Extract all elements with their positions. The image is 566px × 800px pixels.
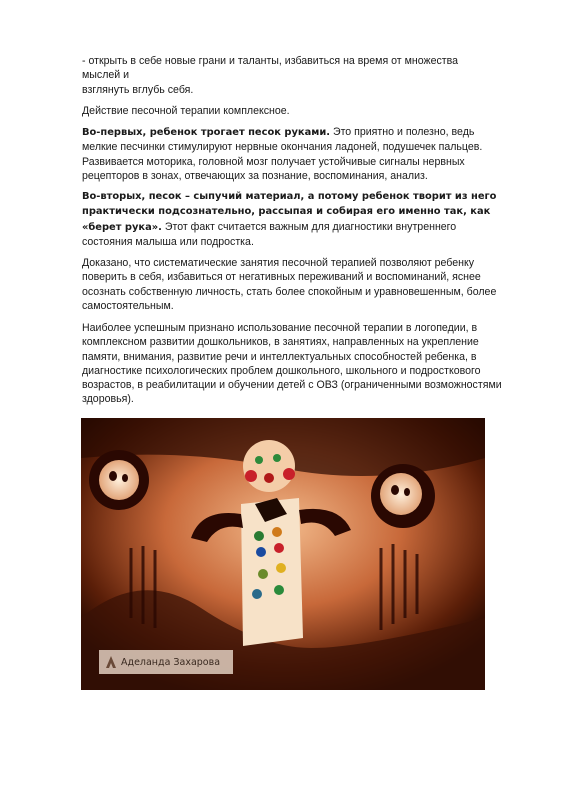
intro-line-1: - открыть в себе новые грани и таланты, избавиться на время от множества [82, 55, 459, 67]
first-point-body: Это приятно и полезно, ведь мелкие песчинки стимулируют нервные окончания ладоней, подушечек пальцев. Развивается моторика, головной мозг получает устойчивые сигналы нервных рецепторов в зонах, отвечающих за познание, воспоминания, анализ. [82, 126, 483, 182]
paragraph-complex-effect: Действие песочной терапии комплексное. [82, 105, 290, 117]
sand-therapy-photo [81, 418, 485, 690]
paragraph-first-point [82, 125, 502, 183]
paragraph-proven-benefits: Доказано, что систематические занятия песочной терапией позволяют ребенку поверить в себя, избавиться от негативных переживаний и воспоминаний, яснее осознать собственную личность, стать более спокойным и уравновешенным, более самостоятельным. [82, 257, 497, 312]
intro-line-2: мыслей и [82, 69, 130, 82]
photo-watermark [99, 650, 233, 674]
watermark-logo-icon [105, 655, 117, 669]
second-point-heading: Во-вторых, песок – сыпучий материал, а потому ребенок творит из него практически подсознательно, рассыпая и собирая его именно так, как «берет рука». [82, 191, 497, 233]
watermark-author-name: Аделанда Захарова [121, 656, 221, 668]
paragraph-second-point [82, 189, 502, 249]
paragraph-intro-list [82, 54, 502, 97]
second-point-body: Этот факт считается важным для диагностики внутреннего состояния малыша или подростка. [82, 220, 457, 248]
first-point-heading: Во-первых, ребенок трогает песок руками. [82, 127, 331, 138]
intro-line-3: взглянуть вглубь себя. [82, 83, 194, 96]
paragraph-applications: Наиболее успешным признано использование песочной терапии в логопедии, в комплексном развитии дошкольников, в занятиях, направленных на укрепление памяти, внимания, развитие речи и интеллектуальных способностей ребенка, в диагностике психологических проблем дошкольного, школьного и подросткового возрастов, в реабилитации и обучении детей с ОВЗ (ограниченными возможностями здоровья). [82, 322, 502, 406]
